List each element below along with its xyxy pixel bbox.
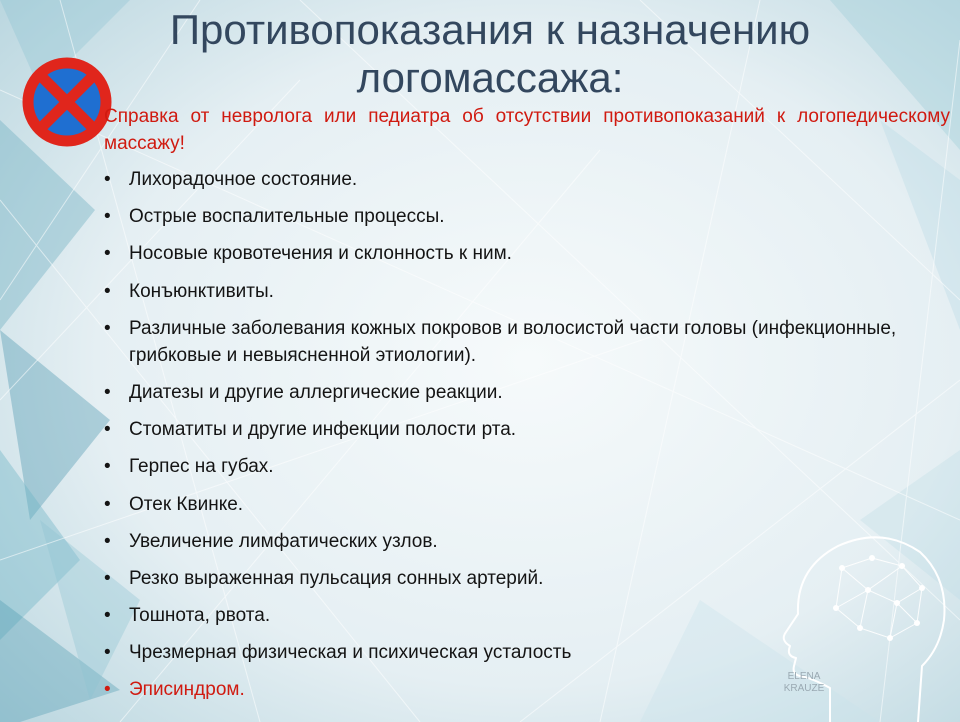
list-item: [104, 278, 934, 305]
list-item: [104, 240, 934, 267]
author-logo: [783, 671, 825, 695]
item-text: Эписиндром.: [129, 679, 245, 701]
bullet-icon: •: [104, 317, 111, 339]
item-text: Носовые кровотечения и склонность к ним.: [129, 243, 512, 265]
item-text: Чрезмерная физическая и психическая усталость: [129, 642, 572, 664]
item-text: Диатезы и другие аллергические реакции.: [129, 381, 503, 403]
item-text: Конъюнктивиты.: [129, 280, 274, 302]
bullet-icon: •: [104, 605, 111, 627]
item-text: Резко выраженная пульсация сонных артерий.: [129, 567, 544, 589]
bullet-icon: •: [104, 381, 111, 403]
list-item: [104, 166, 934, 193]
list-item: [104, 416, 934, 443]
list-item: [104, 491, 934, 518]
bullet-icon: •: [104, 280, 111, 302]
bullet-icon: •: [104, 169, 111, 190]
bullet-icon: •: [104, 419, 111, 441]
bullet-icon: •: [104, 206, 111, 228]
item-text: Стоматиты и другие инфекции полости рта.: [129, 419, 517, 441]
logo-line-2: KRAUZE: [783, 683, 825, 694]
certificate-note: Справка от невролога или педиатра об отсутствии противопоказаний к логопедическому массажу!: [104, 106, 950, 154]
list-item: [104, 379, 934, 406]
bullet-icon: •: [104, 567, 111, 589]
item-text: Увеличение лимфатических узлов.: [129, 530, 438, 552]
page-title: [60, 6, 920, 102]
list-item: [104, 203, 934, 230]
item-text: Герпес на губах.: [129, 456, 274, 478]
title-line-1: Противопоказания к назначению: [169, 6, 811, 53]
item-text: Острые воспалительные процессы.: [129, 206, 445, 228]
bullet-icon: •: [104, 679, 111, 701]
item-text: Различные заболевания кожных покровов и волосистой части головы (инфекционные, грибковые и невыясненной этиологии).: [129, 317, 897, 366]
bullet-icon: •: [104, 642, 111, 664]
item-text: Тошнота, рвота.: [129, 605, 271, 627]
list-item: [104, 453, 934, 480]
bullet-icon: •: [104, 456, 111, 478]
logo-line-1: ELENA: [787, 671, 821, 682]
list-item: [104, 315, 934, 369]
no-parking-sign-icon: [22, 56, 112, 148]
bullet-icon: •: [104, 530, 111, 552]
item-text: Отек Квинке.: [129, 493, 244, 515]
title-line-2: логомассажа:: [356, 54, 624, 101]
bullet-icon: •: [104, 243, 111, 265]
item-text: Лихорадочное состояние.: [129, 169, 358, 190]
bullet-icon: •: [104, 493, 111, 515]
